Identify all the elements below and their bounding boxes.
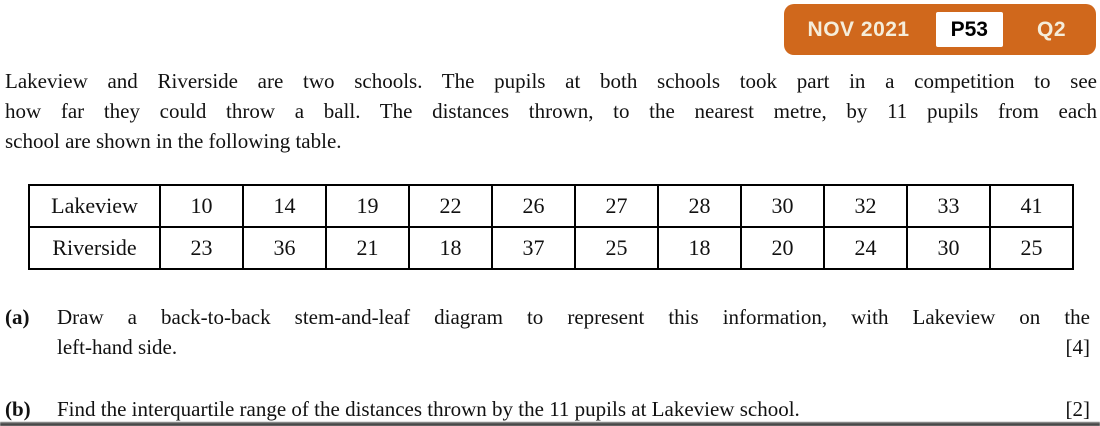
- table-row-lakeview: [29, 185, 1073, 227]
- question-b-text: Find the interquartile range of the distances thrown by the 11 pupils at Lakeview school.: [57, 397, 800, 421]
- exam-session-label: NOV 2021: [807, 17, 910, 41]
- row-label-lakeview: Lakeview: [29, 185, 160, 227]
- table-cell: 30: [741, 185, 824, 227]
- table-cell: 23: [160, 227, 243, 269]
- exam-badge: [784, 4, 1096, 55]
- table-cell: 27: [575, 185, 658, 227]
- question-a-line-1: Draw a back-to-back stem-and-leaf diagram to represent this information, with Lakeview on the: [57, 305, 1090, 329]
- row-label-riverside: Riverside: [29, 227, 160, 269]
- question-a-line-2-text: left-hand side.: [57, 335, 178, 359]
- table-cell: 14: [243, 185, 326, 227]
- table-cell: 21: [326, 227, 409, 269]
- question-b-label: (b): [5, 397, 31, 421]
- exam-paper-label: P53: [936, 12, 1003, 47]
- question-a: [5, 302, 1090, 362]
- table-cell: 10: [160, 185, 243, 227]
- table-cell: 26: [492, 185, 575, 227]
- question-a-line-2: [57, 332, 1090, 362]
- bottom-cutoff-line: [0, 422, 1100, 426]
- table-cell: 18: [658, 227, 741, 269]
- intro-line-3: school are shown in the following table.: [5, 129, 342, 153]
- table-row-riverside: [29, 227, 1073, 269]
- table-cell: 20: [741, 227, 824, 269]
- question-a-marks: [4]: [1065, 335, 1090, 359]
- table-cell: 25: [575, 227, 658, 269]
- table-cell: 36: [243, 227, 326, 269]
- table-cell: 37: [492, 227, 575, 269]
- distances-table: [28, 184, 1074, 270]
- question-a-body: [57, 302, 1090, 362]
- question-b: [5, 394, 1090, 424]
- table-cell: 22: [409, 185, 492, 227]
- table-cell: 19: [326, 185, 409, 227]
- question-b-marks: [2]: [1065, 397, 1090, 421]
- intro-line-2: how far they could throw a ball. The distances thrown, to the nearest metre, by 11 pupils from each: [5, 99, 1097, 123]
- table-cell: 33: [907, 185, 990, 227]
- intro-paragraph: [5, 66, 1097, 156]
- table-cell: 30: [907, 227, 990, 269]
- table-cell: 18: [409, 227, 492, 269]
- table-cell: 32: [824, 185, 907, 227]
- intro-line-1: Lakeview and Riverside are two schools. The pupils at both schools took part in a competition to see: [5, 69, 1097, 93]
- table-cell: 28: [658, 185, 741, 227]
- table-cell: 24: [824, 227, 907, 269]
- table-cell: 41: [990, 185, 1073, 227]
- table-cell: 25: [990, 227, 1073, 269]
- question-a-label: (a): [5, 305, 30, 329]
- exam-question-number: Q2: [1036, 17, 1066, 41]
